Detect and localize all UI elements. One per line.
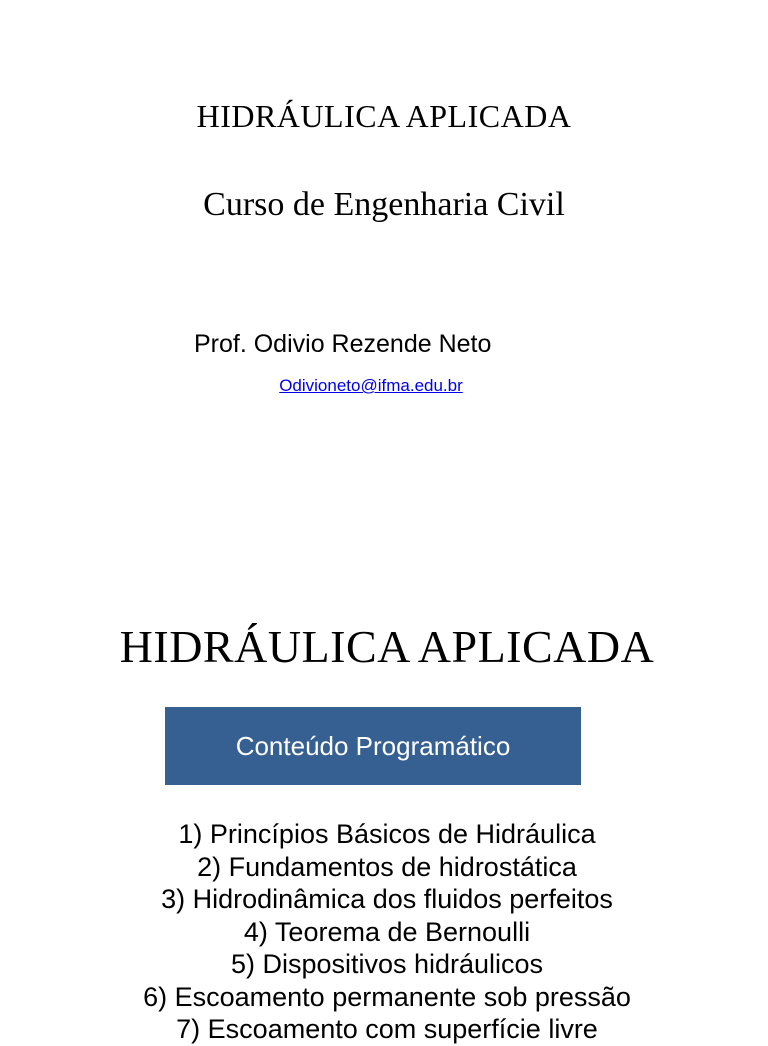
syllabus-slide [0,570,768,1044]
topic-item: 3) Hidrodinâmica dos fluidos perfeitos [161,884,613,914]
author-name: Prof. Odivio Rezende Neto [194,330,492,358]
topic-item: 5) Dispositivos hidráulicos [230,949,544,979]
topic-item: 7) Escoamento com superfície livre [176,1014,598,1044]
topic-item: 1) Princípios Básicos de Hidráulica [178,819,596,849]
section-header-label: Conteúdo Programático [235,730,511,761]
topic-list [0,818,768,1046]
section-header-box [165,707,581,785]
author-email-link[interactable]: Odivioneto@ifma.edu.br [279,376,463,395]
topic-item: 4) Teorema de Bernoulli [243,916,531,947]
topic-item: 2) Fundamentos de hidrostática [197,851,577,882]
syllabus-title: HIDRÁULICA APLICADA [119,621,655,672]
cover-subtitle: Curso de Engenharia Civil [203,186,565,223]
cover-title: HIDRÁULICA APLICADA [196,98,572,134]
topic-item: 6) Escoamento permanente sob pressão [143,981,631,1012]
